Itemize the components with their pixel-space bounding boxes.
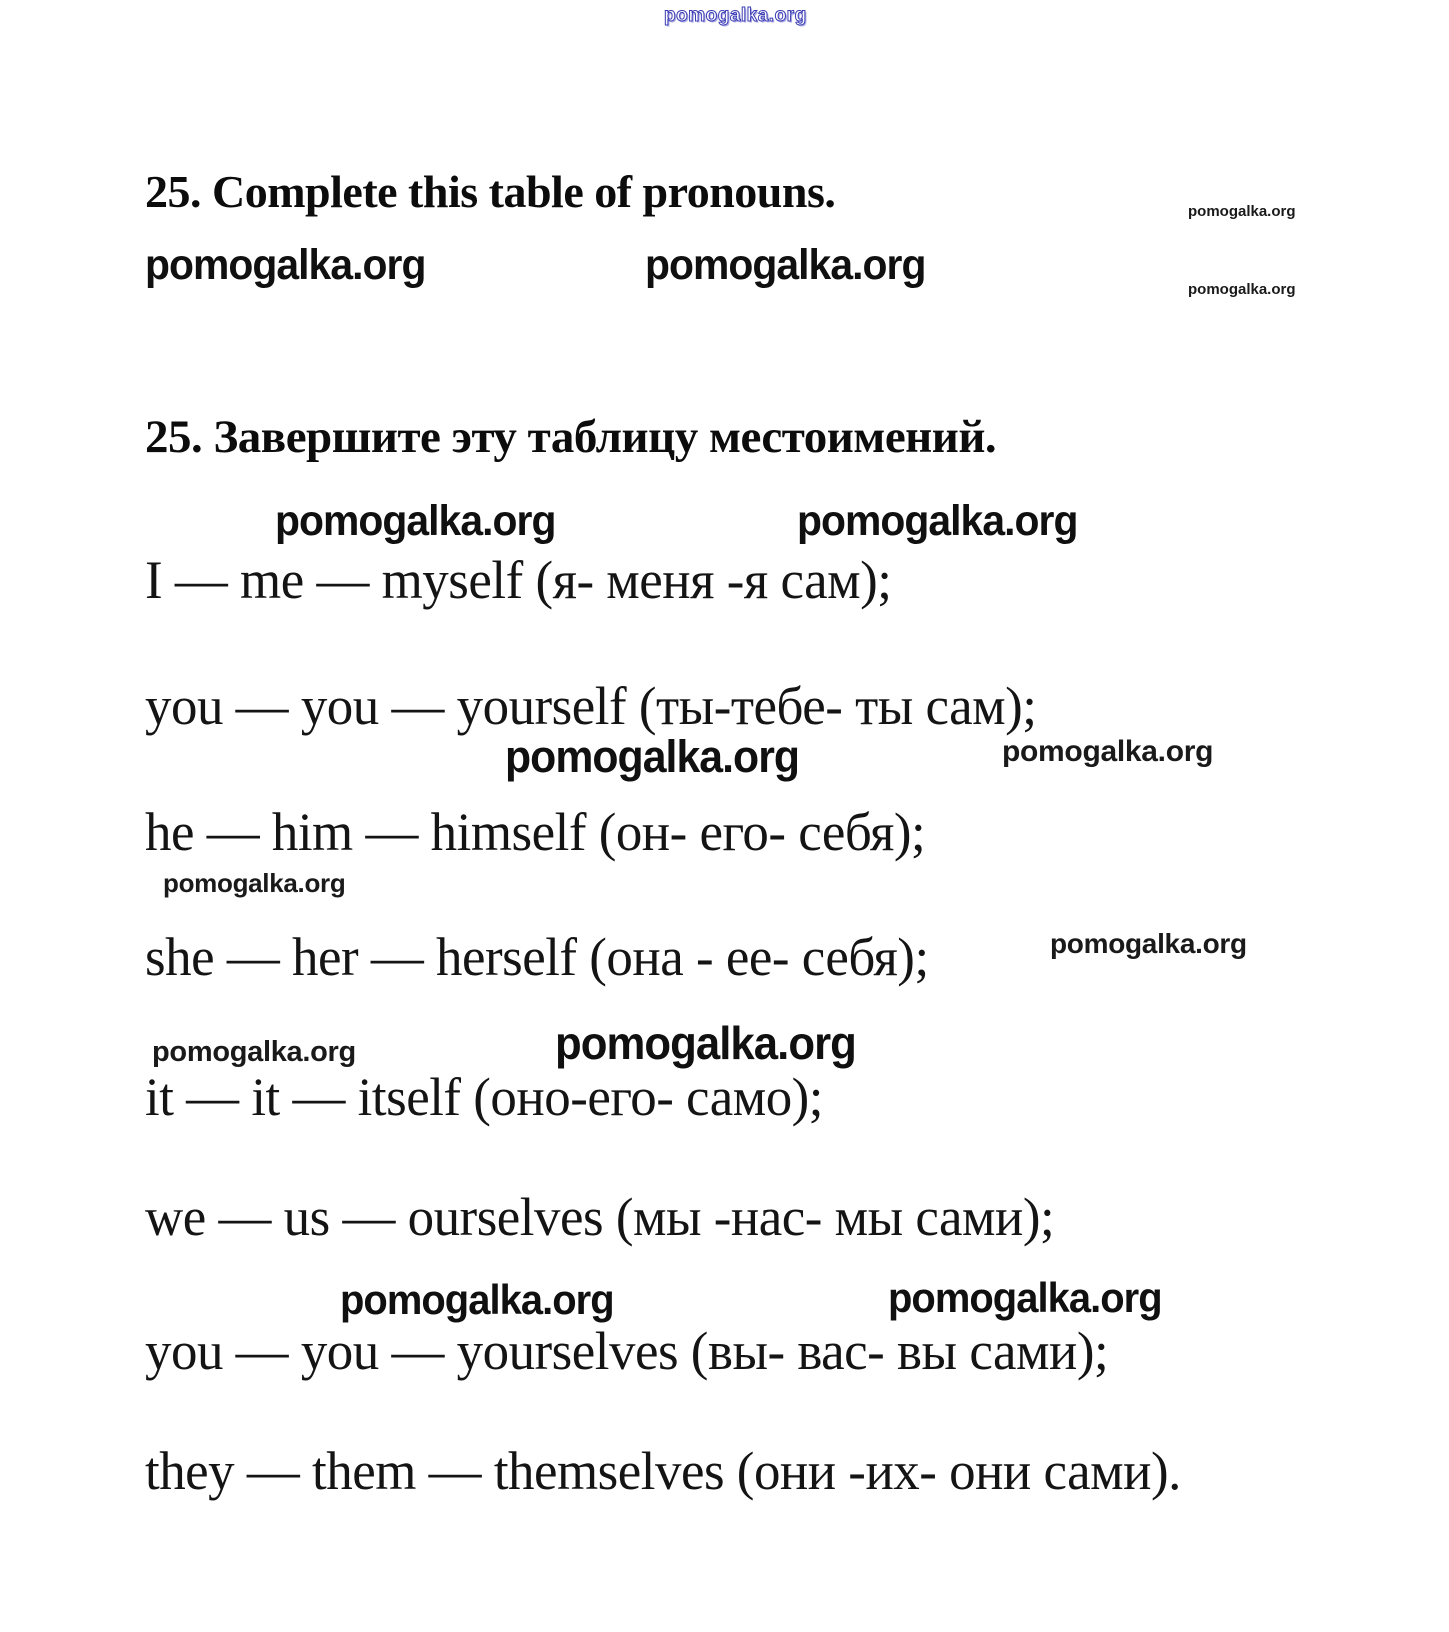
exercise-title-en: 25. Complete this table of pronouns. [145,166,836,217]
watermark-bold-row1-right: pomogalka.org [645,241,926,289]
watermark-bold-row1-left: pomogalka.org [145,241,426,289]
pronoun-line-you-plural: you — you — yourselves (вы- вас- вы сами); [145,1321,1109,1381]
pronoun-line-he: he — him — himself (он- его- себя); [145,802,926,862]
watermark-bold-center-above-it: pomogalka.org [555,1017,856,1069]
watermark-medium-mid-right: pomogalka.org [1002,735,1214,768]
watermark-bold-row4-right: pomogalka.org [888,1274,1162,1321]
watermark-small-right-2: pomogalka.org [1188,281,1296,298]
pronoun-line-you-singular: you — you — yourself (ты-тебе- ты сам); [145,676,1037,736]
watermark-bold-mid-center: pomogalka.org [505,731,800,782]
pronoun-line-i: I — me — myself (я- меня -я сам); [145,550,892,610]
pronoun-line-it: it — it — itself (оно-его- само); [145,1067,824,1127]
exercise-title-ru: 25. Завершите эту таблицу местоимений. [145,411,997,463]
watermark-medium-left-above-it: pomogalka.org [152,1036,356,1068]
pronoun-line-they: they — them — themselves (они -их- они сами). [145,1441,1181,1501]
pronoun-line-we: we — us — ourselves (мы -нас- мы сами); [145,1187,1055,1247]
watermark-top-outline: pomogalka.org [664,5,807,26]
watermark-bold-row2-left: pomogalka.org [275,497,556,545]
watermark-small-right-1: pomogalka.org [1188,203,1296,220]
watermark-medium-left-under-he: pomogalka.org [163,868,346,898]
watermark-bold-row2-right: pomogalka.org [797,497,1078,545]
watermark-bold-row4-left: pomogalka.org [340,1276,614,1323]
pronoun-line-she: she — her — herself (она - ее- себя); [145,927,929,987]
watermark-medium-right-of-she: pomogalka.org [1050,928,1247,959]
